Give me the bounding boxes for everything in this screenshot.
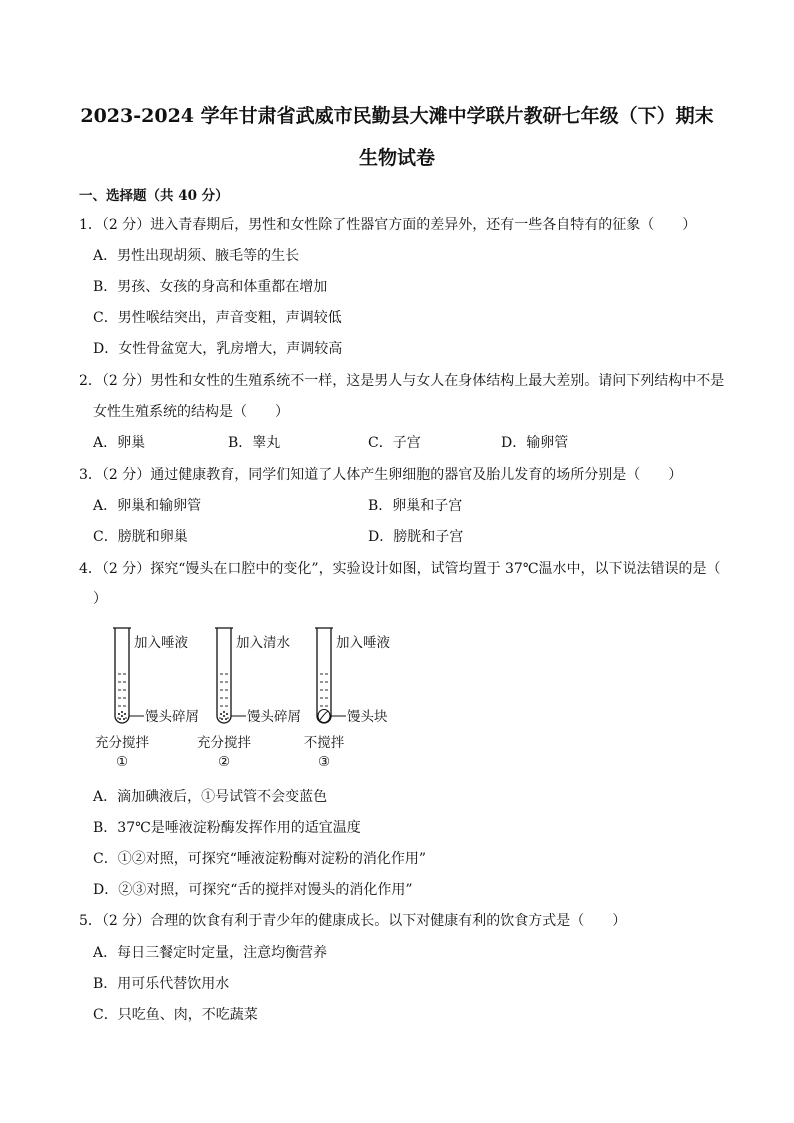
tube-1-add-label: 加入唾液 [134, 635, 188, 651]
question-3-option-a: A．卵巢和输卵管 [93, 498, 202, 514]
section-heading: 一、选择题（共 40 分） [79, 188, 229, 204]
question-5-option-a: A．每日三餐定时定量，注意均衡营养 [93, 945, 328, 961]
tube-1-stir-label: 充分搅拌 [95, 735, 149, 751]
question-2-option-a: A．卵巢 [93, 435, 146, 451]
question-5-stem: 5．（2 分）合理的饮食有利于青少年的健康成长。以下对健康有利的饮食方式是（ ） [79, 913, 627, 929]
question-3-option-d: D．膀胱和子宫 [368, 529, 464, 545]
question-4-option-a: A．滴加碘液后，①号试管不会变蓝色 [93, 789, 328, 805]
question-2-stem: 2．（2 分）男性和女性的生殖系统不一样，这是男人与女人在身体结构上最大差别。请问下列结构中不是 [79, 373, 725, 389]
question-3-stem: 3．（2 分）通过健康教育，同学们知道了人体产生卵细胞的器官及胎儿发育的场所分别是（ ） [79, 467, 683, 483]
question-1-option-b: B．男孩、女孩的身高和体重都在增加 [93, 279, 328, 295]
question-4-option-c: C．①②对照，可探究“唾液淀粉酶对淀粉的消化作用” [93, 851, 427, 867]
question-5-option-b: B．用可乐代替饮用水 [93, 976, 230, 992]
tube-1-content-label: 馒头碎屑 [145, 709, 199, 725]
tube-2-stir-label: 充分搅拌 [197, 735, 251, 751]
tube-2-add-label: 加入清水 [236, 635, 290, 651]
question-2-option-b: B．睾丸 [228, 435, 281, 451]
tube-3-number: ③ [317, 754, 331, 770]
test-tube-figure [92, 620, 412, 770]
question-2-option-d: D．输卵管 [501, 435, 569, 451]
question-3-option-b: B．卵巢和子宫 [368, 498, 463, 514]
question-1-option-c: C．男性喉结突出，声音变粗，声调较低 [93, 310, 342, 326]
question-4-stem: 4．（2 分）探究“馒头在口腔中的变化”，实验设计如图，试管均置于 37℃温水中，以下说法错误的是（ [79, 561, 721, 577]
tube-3-content-label: 馒头块 [347, 709, 388, 725]
question-4-stem-cont: ） [93, 591, 107, 607]
question-2-option-c: C．子宫 [368, 435, 421, 451]
tube-2-number: ② [217, 754, 231, 770]
tube-3-add-label: 加入唾液 [336, 635, 390, 651]
question-5-option-c: C．只吃鱼、肉，不吃蔬菜 [93, 1007, 258, 1023]
question-4-option-b: B．37℃是唾液淀粉酶发挥作用的适宜温度 [93, 820, 361, 836]
question-1-option-a: A．男性出现胡须、腋毛等的生长 [93, 248, 300, 264]
page-title-line1: 2023-2024 学年甘肃省武威市民勤县大滩中学联片教研七年级（下）期末 [80, 105, 714, 127]
question-2-stem-cont: 女性生殖系统的结构是（ ） [93, 404, 289, 420]
tube-2-content-label: 馒头碎屑 [247, 709, 301, 725]
question-4-option-d: D．②③对照，可探究“舌的搅拌对馒头的消化作用” [93, 882, 413, 898]
question-1-stem: 1．（2 分）进入青春期后，男性和女性除了性器官方面的差异外，还有一些各自特有的征象（ ） [79, 217, 697, 233]
page-title-line2: 生物试卷 [358, 147, 435, 169]
tube-1-number: ① [115, 754, 129, 770]
question-3-option-c: C．膀胱和卵巢 [93, 529, 188, 545]
tube-3-stir-label: 不搅拌 [303, 735, 345, 751]
question-1-option-d: D．女性骨盆宽大，乳房增大，声调较高 [93, 341, 343, 357]
